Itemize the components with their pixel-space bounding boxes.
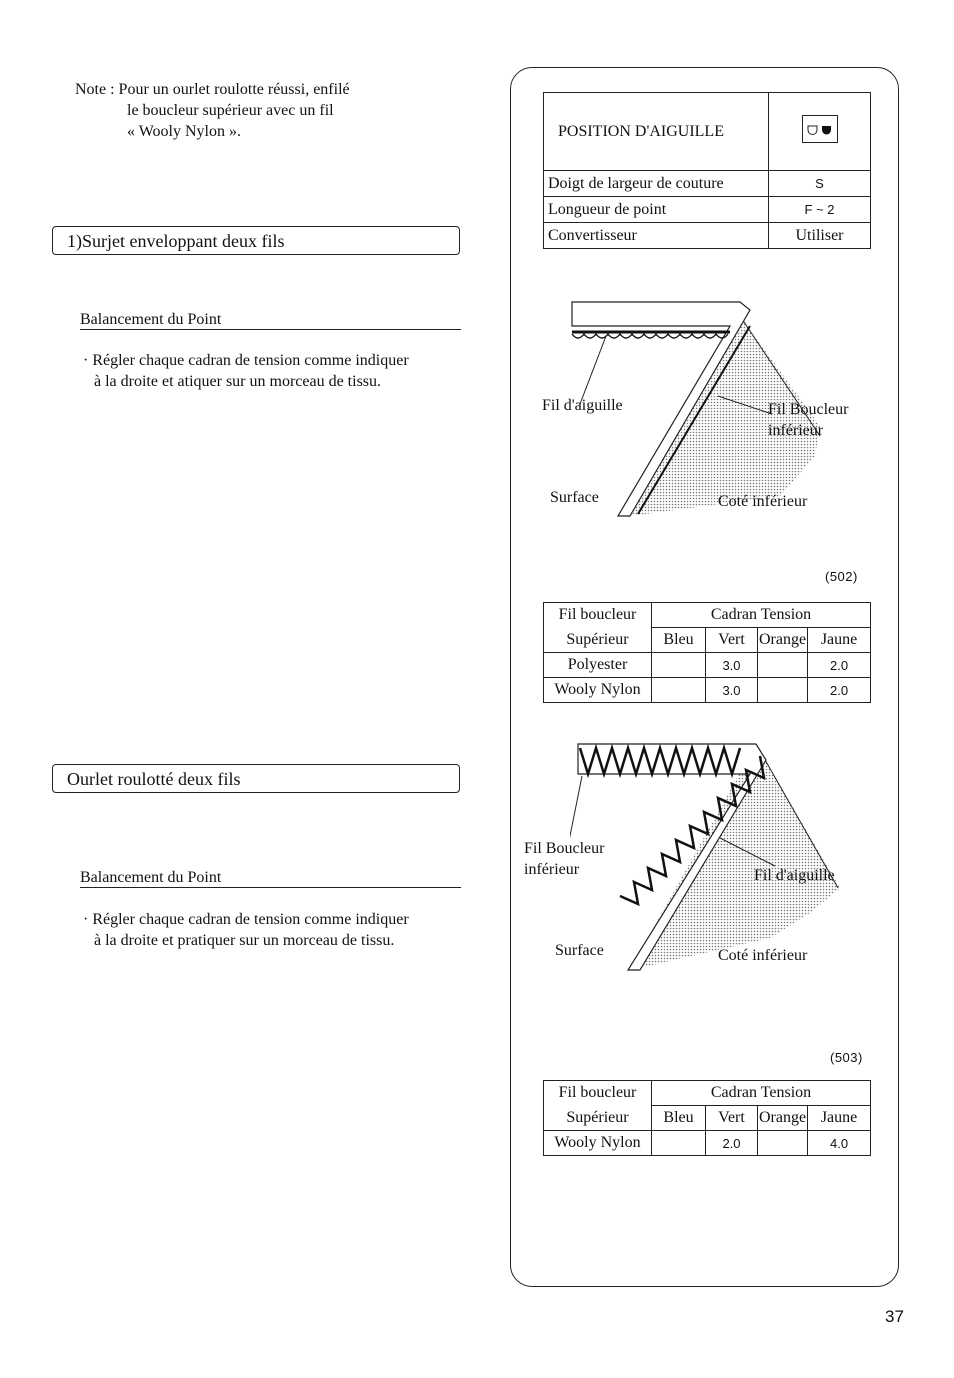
tension-value	[758, 1131, 808, 1156]
tension-value	[758, 678, 808, 703]
tension-value	[758, 653, 808, 678]
label-line: inférieur	[524, 861, 580, 878]
tension-value: 4.0	[808, 1131, 871, 1156]
figure1-label-underside: Coté inférieur	[718, 493, 808, 510]
figure-number-503: (503)	[830, 1050, 863, 1065]
figure2-label-lower-looper	[524, 838, 604, 880]
thread-header: Supérieur	[544, 1106, 652, 1131]
thread-header: Fil boucleur	[544, 603, 652, 628]
page-number: 37	[885, 1307, 904, 1326]
note-line: « Wooly Nylon ».	[127, 123, 241, 140]
thread-type: Wooly Nylon	[544, 1131, 652, 1156]
setting-label: Convertisseur	[544, 223, 769, 249]
tension-value	[652, 653, 706, 678]
section-title-1: 1)Surjet enveloppant deux fils	[52, 226, 460, 255]
setting-value: Utiliser	[769, 223, 871, 249]
setting-value: S	[769, 171, 871, 197]
color-blue: Bleu	[652, 1106, 706, 1131]
color-green: Vert	[706, 1106, 758, 1131]
needle-position-cell	[769, 93, 871, 171]
instruction-line: à la droite et atiquer sur un morceau de tissu.	[94, 373, 382, 390]
color-orange: Orange	[758, 1106, 808, 1131]
instruction-line: à la droite et pratiquer sur un morceau de tissu.	[94, 932, 395, 949]
note-line: Note : Pour un ourlet roulotte réussi, enfilé	[75, 81, 350, 98]
needle-position-right-icon	[802, 115, 838, 143]
setting-label: Longueur de point	[544, 197, 769, 223]
thread-header: Supérieur	[544, 628, 652, 653]
figure1-label-lower-looper	[768, 399, 848, 441]
label-line: Fil Boucleur	[524, 840, 605, 857]
figure2-label-surface: Surface	[555, 942, 604, 959]
tension-value: 3.0	[706, 653, 758, 678]
section-title-2: Ourlet roulotté deux fils	[52, 764, 460, 793]
subheading-2: Balancement du Point	[80, 869, 461, 888]
thread-type: Polyester	[544, 653, 652, 678]
color-blue: Bleu	[652, 628, 706, 653]
settings-table	[543, 92, 871, 249]
tension-value: 2.0	[808, 678, 871, 703]
instruction-2	[83, 909, 473, 951]
color-green: Vert	[706, 628, 758, 653]
tension-value: 2.0	[706, 1131, 758, 1156]
tension-header: Cadran Tension	[652, 603, 871, 628]
rolled-hem-illustration-2	[570, 738, 850, 978]
color-orange: Orange	[758, 628, 808, 653]
tension-table-1	[543, 602, 871, 703]
tension-header: Cadran Tension	[652, 1081, 871, 1106]
tension-value	[652, 678, 706, 703]
figure-number-502: (502)	[825, 569, 858, 584]
note	[75, 79, 350, 142]
instruction-line: · Régler chaque cadran de tension comme indiquer	[83, 911, 409, 928]
label-line: Fil Boucleur	[768, 401, 849, 418]
figure2-label-underside: Coté inférieur	[718, 947, 808, 964]
instruction-line: · Régler chaque cadran de tension comme indiquer	[83, 352, 409, 369]
thread-type: Wooly Nylon	[544, 678, 652, 703]
figure1-label-needle: Fil d'aiguille	[542, 397, 623, 414]
color-yellow: Jaune	[808, 1106, 871, 1131]
tension-value: 2.0	[808, 653, 871, 678]
tension-value: 3.0	[706, 678, 758, 703]
setting-value: F ~ 2	[769, 197, 871, 223]
label-line: inférieur	[768, 422, 824, 439]
setting-label: Doigt de largeur de couture	[544, 171, 769, 197]
tension-value	[652, 1131, 706, 1156]
color-yellow: Jaune	[808, 628, 871, 653]
figure1-label-surface: Surface	[550, 489, 599, 506]
instruction-1	[83, 350, 473, 392]
needle-position-header: POSITION D'AIGUILLE	[544, 93, 769, 171]
tension-table-2	[543, 1080, 871, 1156]
thread-header: Fil boucleur	[544, 1081, 652, 1106]
subheading-1: Balancement du Point	[80, 311, 461, 330]
note-line: le boucleur supérieur avec un fil	[127, 102, 334, 119]
figure2-label-needle: Fil d'aiguille	[754, 867, 835, 884]
